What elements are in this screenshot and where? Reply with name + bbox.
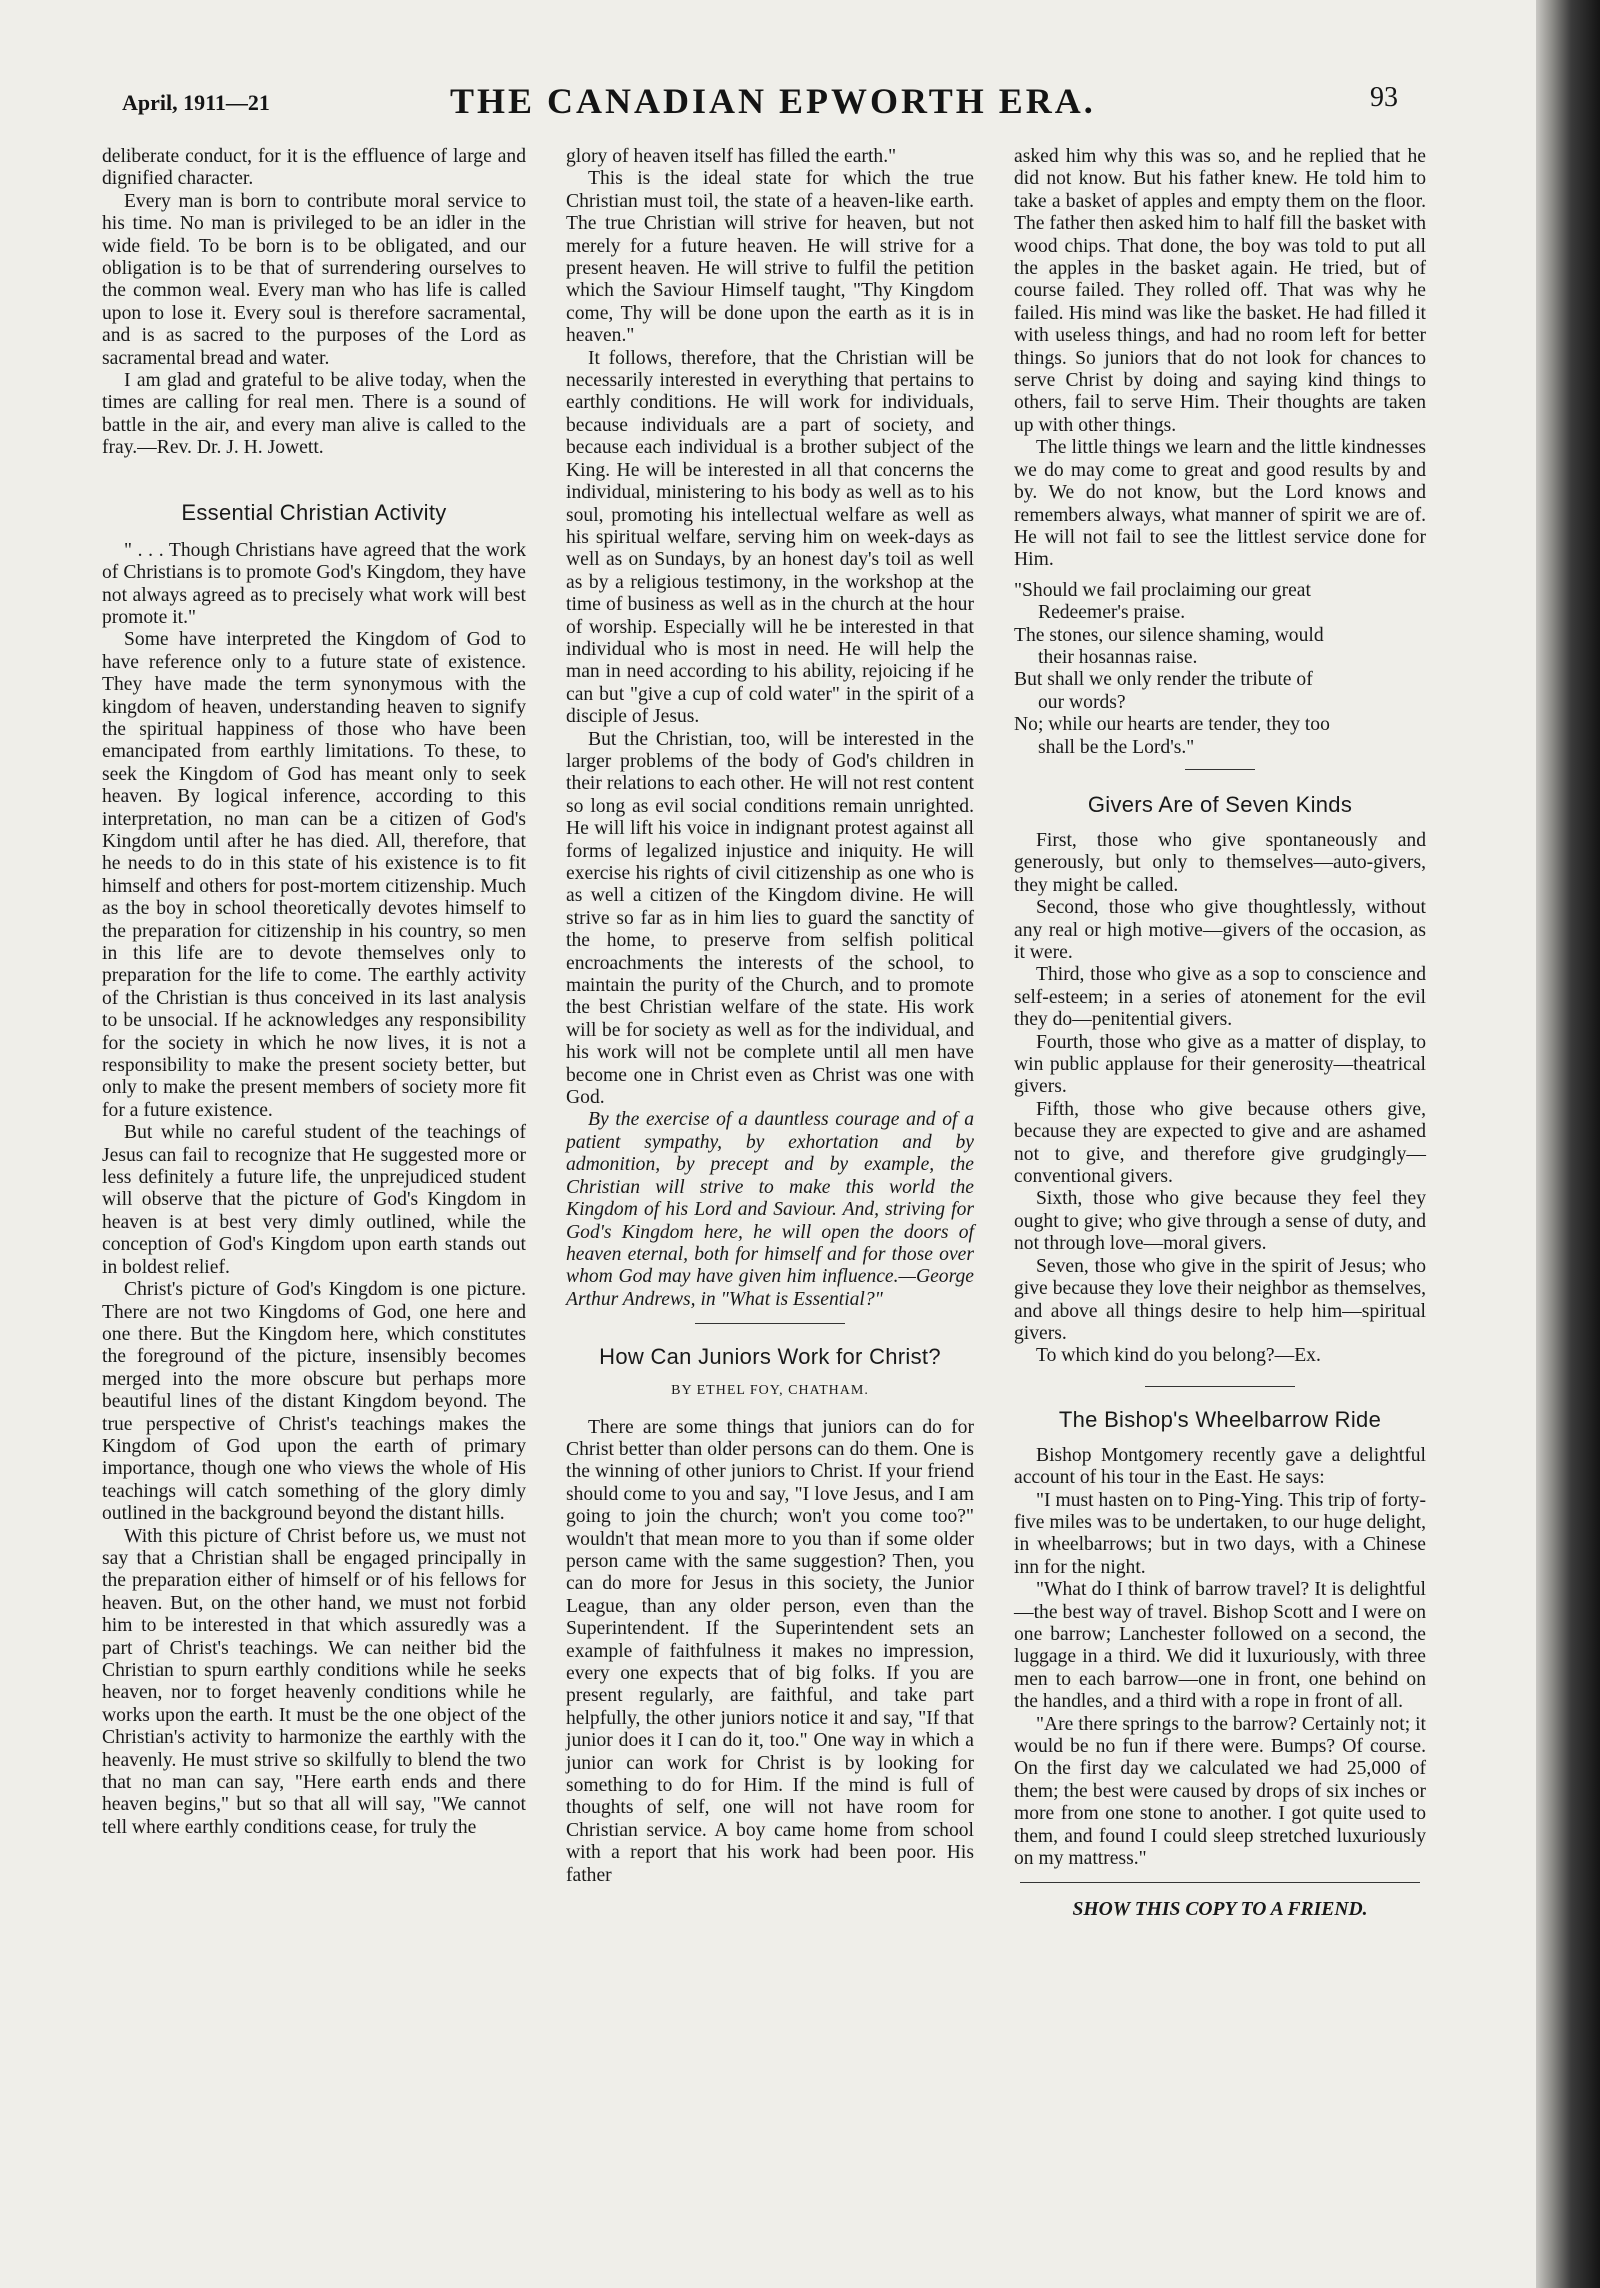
paragraph: "What do I think of barrow travel? It is delightful—the best way of travel. Bishop Scott and I were on one barrow; Lanchester followed on a second, the luggage in a third. We did it luxuriously, with three men to each barrow—one in front, one behind on the handles, and a third with a rope in front of all. [1014, 1579, 1426, 1713]
divider-rule [1020, 1882, 1420, 1883]
book-spine-edge [1536, 0, 1600, 2288]
paragraph: By the exercise of a dauntless courage and of a patient sympathy, by exhortation and by admonition, by precept and by example, the Christian will strive to make this world the Kingdom of his Lord and Saviour. And, striving for God's Kingdom here, he will open the doors of heaven eternal, both for himself and for those over whom God may have given him influence.—George Arthur Andrews, in "What is Essential?" [566, 1109, 974, 1310]
poem-line: No; while our hearts are tender, they too [1014, 714, 1330, 736]
article-title: The Bishop's Wheelbarrow Ride [1058, 1406, 1382, 1432]
poem [1014, 580, 1426, 759]
poem-line: Redeemer's praise. [1038, 602, 1186, 624]
paragraph: Sixth, those who give because they feel they ought to give; who give through a sense of duty, and not through love—moral givers. [1014, 1188, 1426, 1255]
paragraph: Third, those who give as a sop to conscience and self-esteem; in a series of atonement for the evil they do—penitential givers. [1014, 964, 1426, 1031]
poem-line: our words? [1038, 691, 1126, 713]
column-3 [1014, 146, 1426, 1922]
paragraph: The little things we learn and the little kindnesses we do may come to great and good results by and by. We do not know, but the Lord knows and remembers always, what manner of spirit we are of. He will not fail to see the littlest service done for Him. [1014, 437, 1426, 571]
byline: BY ETHEL FOY, CHATHAM. [671, 1383, 869, 1399]
poem-line: "Should we fail proclaiming our great [1014, 579, 1311, 601]
column-2 [566, 146, 974, 1887]
paragraph: But while no careful student of the teachings of Jesus can fail to recognize that He suggested more or less definitely a future life, the unprejudiced student will observe that the picture of God's Kingdom in heaven is at best very dimly outlined, while the conception of God's Kingdom upon earth stands out in boldest relief. [102, 1122, 526, 1278]
paragraph: To which kind do you belong?—Ex. [1036, 1345, 1321, 1367]
article-title: How Can Juniors Work for Christ? [599, 1344, 941, 1370]
paragraph: glory of heaven itself has filled the earth." [566, 146, 897, 167]
paragraph: Fourth, those who give as a matter of display, to win public applause for their generosity—theatrical givers. [1014, 1031, 1426, 1098]
paragraph: There are some things that juniors can do for Christ better than older persons can do them. One is the winning of other juniors to Christ. If your friend should come to you and say, "I love Jesus, and I am going to join the church; won't you come too?" wouldn't that mean more to you than if some older person came with the same suggestion? Then, you can do more for Jesus in this society, the Junior League, than any older person, even than the Superintendent. If the Superintendent sets an example of faithfulness it makes no impression, every one expects that of big folks. If you are present regularly, are faithful, and take part helpfully, the other juniors notice it and say, "If that junior does it I can do it, too." One way in which a junior can work for Christ is by looking for something to do for Him. If the mind is full of thoughts of self, one will not have room for Christian service. A boy came home from school with a report that his work had been poor. His father [566, 1416, 974, 1886]
poem-line: their hosannas raise. [1038, 646, 1198, 668]
paragraph: "I must hasten on to Ping-Ying. This trip of forty-five miles was to be undertaken, to our huge delight, in wheelbarrows; but in two days, with a Chinese inn for the night. [1014, 1489, 1426, 1578]
article-title: Givers Are of Seven Kinds [1087, 791, 1353, 817]
magazine-title: THE CANADIAN EPWORTH ERA. [450, 81, 1096, 121]
poem-line: But shall we only render the tribute of [1014, 669, 1313, 691]
paragraph: " . . . Though Christians have agreed that the work of Christians is to promote God's Kingdom, they have not always agreed as to precisely what work will best promote it." [102, 539, 526, 628]
article-title: Essential Christian Activity [181, 499, 447, 525]
column-1 [102, 146, 526, 1839]
paragraph: "Are there springs to the barrow? Certainly not; it would be no fun if there were. Bumps? Of course. On the first day we calculated we had 25,000 of them; the best were caused by drops of six inches or more from one stone to another. I got quite used to them, and found I could sleep stretched luxuriously on my mattress." [1014, 1713, 1426, 1870]
paragraph: But the Christian, too, will be interested in the larger problems of the body of God's children in their relations to each other. He will not rest content so long as evil social conditions remain unrighted. He will lift his voice in indignant protest against all forms of legalized injustice and iniquity. He will exercise his rights of civil citizenship as one who is as well a citizen of the Kingdom divine. He will strive so far as in him lies to guard the sanctity of the home, to preserve from selfish political encroachments the interests of the school, to maintain the purity of the Church, and to promote the best Christian welfare of the state. His work will be for society as well as for the individual, and his work will not be complete until all men have become one in Christ even as Christ was one with God. [566, 728, 974, 1109]
paragraph: I am glad and grateful to be alive today, when the times are calling for real men. There is a sound of battle in the air, and every man alive is called to the fray.—Rev. Dr. J. H. Jowett. [102, 370, 526, 459]
share-notice: SHOW THIS COPY TO A FRIEND. [1072, 1899, 1368, 1921]
paragraph: deliberate conduct, for it is the effluence of large and dignified character. [102, 146, 526, 190]
paragraph: It follows, therefore, that the Christian will be necessarily interested in everything that pertains to earthly conditions. He will work for individuals, because individuals are a part of society, and because each individual is a brother subject of the King. He will be interested in all that concerns the individual, ministering to his body as well as to his soul, promoting his intellectual welfare as well as his spiritual welfare, serving him on week-days as well as on Sundays, by an honest day's toil as well as by a religious testimony, in the workshop at the time of business as well as in the church at the hour of worship. Especially will he be interested in that individual who is most in need. He will help the man in need according to his ability, rejoicing if he can but "give a cup of cold water" in the spirit of a disciple of Jesus. [566, 347, 974, 728]
paragraph: Some have interpreted the Kingdom of God to have reference only to a future state of existence. They have made the term synonymous with the kingdom of heaven, understanding heaven to signify the spiritual happiness of those who have been emancipated from earthly limitations. To these, to seek the Kingdom of God has meant only to seek heaven. By logical inference, according to this interpretation, no man can be a citizen of God's Kingdom until after he has died. All, therefore, that he needs to do in this state of his existence is to fit himself and others for post-mortem citizenship. Much as the boy in school theoretically devotes himself to the preparation for citizenship in his country, so men in this life are to devote themselves only to preparation for the life to come. The earthly activity of the Christian is thus conceived in its last analysis to be unsocial. If he acknowledges any responsibility for the society in which he now lives, it is not a responsibility to make the present society better, but only to make the present members of society more fit for a future existence. [102, 629, 526, 1121]
paragraph: asked him why this was so, and he replied that he did not know. But his father knew. He told him to take a basket of apples and empty them on the floor. The father then asked him to half fill the basket with wood chips. That done, the boy was told to put all the apples in the basket again. He tried, but of course failed. They rolled off. That was why he failed. His mind was like the basket. He had filled it with useless things, and had no room left for better things. So juniors that do not look for chances to serve Christ by doing and saying kind things to others, fail to serve Him. Their thoughts are taken up with other things. [1014, 146, 1426, 436]
paragraph: First, those who give spontaneously and generously, but only to themselves—auto-givers, they might be called. [1014, 829, 1426, 896]
paragraph: With this picture of Christ before us, we must not say that a Christian shall be engaged principally in the preparation either of himself or of his fellows for heaven. But, on the other hand, we must not forbid him to be interested in that which assuredly was a part of Christ's teachings. We can neither bid the Christian to spurn earthly conditions while he seeks heaven, nor to forget heavenly conditions while he works upon the earth. It must be the one object of the Christian's activity to harmonize the earthly with the heavenly. He must strive so skilfully to blend the two that no man can say, "Here earth ends and there heaven begins," but so that all will say, "We cannot tell where earthly conditions cease, for truly the [102, 1525, 526, 1838]
paragraph: Seven, those who give in the spirit of Jesus; who give because they love their neighbor as themselves, and above all things desire to help him—spiritual givers. [1014, 1255, 1426, 1344]
paragraph: Christ's picture of God's Kingdom is one picture. There are not two Kingdoms of God, one here and one there. But the Kingdom here, which constitutes the foreground of the picture, insensibly becomes merged into the more obscure but perhaps more beautiful lines of the distant Kingdom beyond. The true perspective of Christ's teachings makes the Kingdom of God upon the earth of primary importance, though one who views the whole of His teachings will catch something of the glory dimly outlined in the background beyond the distant hills. [102, 1279, 526, 1525]
poem-line: shall be the Lord's." [1038, 736, 1195, 758]
poem-line: The stones, our silence shaming, would [1014, 624, 1324, 646]
paragraph: Second, those who give thoughtlessly, without any real or high motive—givers of the occasion, as it were. [1014, 897, 1426, 963]
issue-date: April, 1911—21 [122, 90, 270, 115]
paragraph: Every man is born to contribute moral service to his time. No man is privileged to be an idler in the wide field. To be born is to be obligated, and our obligation is to be that of surrendering ourselves to the common weal. Every man who has life is called upon to lose it. Every soul is therefore sacramental, and is as sacred to the purposes of the Lord as sacramental bread and water. [102, 190, 526, 369]
paragraph: Fifth, those who give because others give, because they are expected to give and are ashamed not to give, and therefore give grudgingly—conventional givers. [1014, 1098, 1426, 1188]
paragraph: This is the ideal state for which the true Christian must toil, the state of a heaven-like earth. The true Christian will strive for heaven, but not merely for a future heaven. He will strive for a present heaven. He will strive to fulfil the petition which the Saviour Himself taught, "Thy Kingdom come, Thy will be done upon the earth as it is in heaven." [566, 168, 974, 347]
page-number: 93 [1370, 82, 1398, 113]
paragraph: Bishop Montgomery recently gave a delightful account of his tour in the East. He says: [1014, 1444, 1426, 1489]
